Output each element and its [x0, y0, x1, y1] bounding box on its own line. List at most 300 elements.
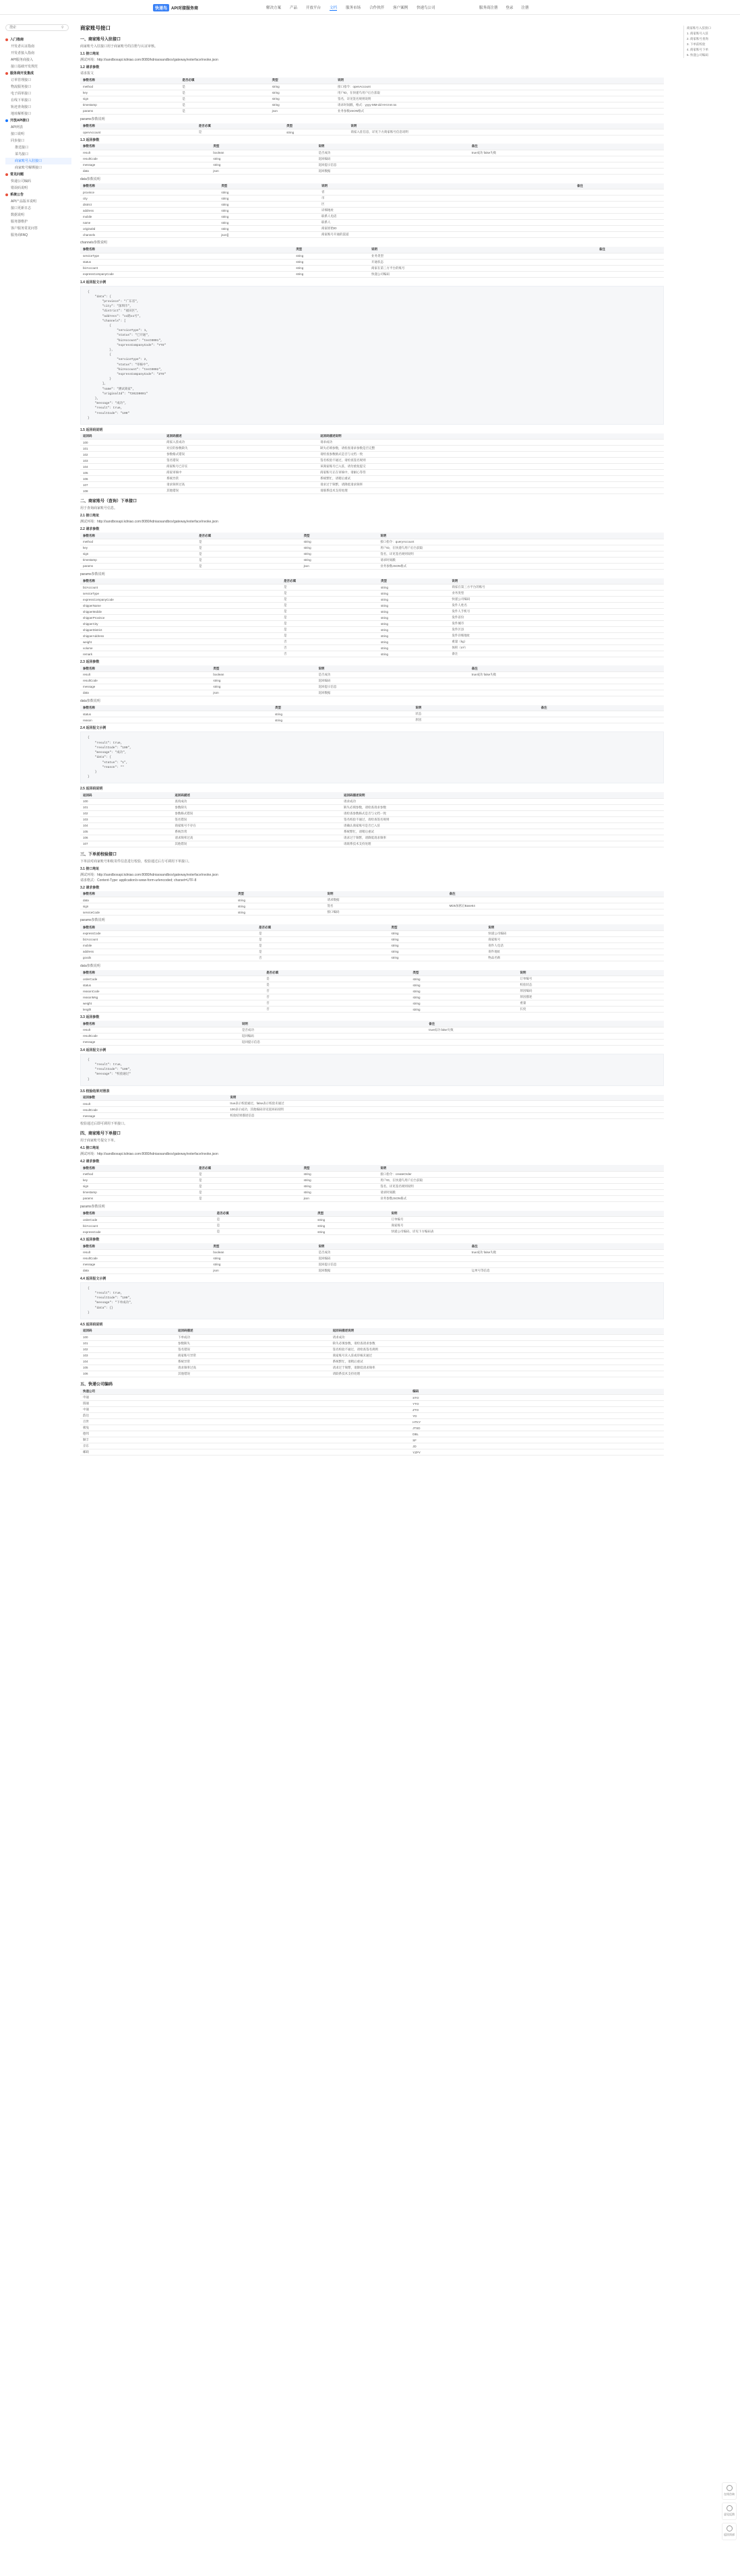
table-cell [538, 717, 664, 723]
sidebar-item-label: 订单管理接口 [11, 78, 32, 82]
table-header-cell: 是否必填 [264, 970, 410, 976]
table-cell: 原因 [412, 717, 538, 723]
sidebar-item-label: 入门指南 [10, 38, 24, 42]
table-cell: string [218, 220, 319, 226]
table-cell: 是 [196, 563, 301, 569]
table-cell [596, 259, 664, 265]
table-header-cell: 说明 [227, 1095, 664, 1101]
table-header-cell: 类型 [210, 144, 315, 150]
table-row [80, 108, 664, 114]
table-cell: 105 [80, 470, 164, 476]
table-row [80, 1340, 664, 1346]
table-cell: 是否成功 [315, 671, 468, 678]
sidebar-item[interactable] [5, 191, 71, 198]
sidebar-item[interactable] [5, 97, 71, 104]
table-cell: 返回提示信息 [315, 1261, 468, 1267]
table-cell: status [80, 711, 272, 717]
table-cell: 缺失必填参数，请检查请求参数 [330, 1340, 664, 1346]
table-row [80, 1267, 664, 1274]
table-cell: 106 [80, 476, 164, 482]
table-header-cell: 备注 [469, 665, 664, 671]
table-cell: result [80, 1027, 239, 1033]
subsection-heading: 1.4 返回报文示例 [80, 280, 106, 284]
toc-item[interactable]: 商家账号入驻接口 [683, 26, 740, 31]
table-cell: message [80, 1113, 227, 1119]
sidebar-item[interactable] [5, 232, 71, 239]
table-header-row [80, 78, 664, 84]
toc-item[interactable]: 5. 快递公司编码 [683, 53, 740, 58]
sidebar-item[interactable] [5, 36, 71, 43]
table-cell: 106 [80, 1371, 175, 1377]
toc-item[interactable]: 4. 商家账号下单 [683, 47, 740, 53]
table-cell: timestamp [80, 557, 196, 563]
sidebar-item[interactable] [5, 178, 71, 185]
table-row [80, 156, 664, 162]
table-cell: 是 [264, 982, 410, 988]
table-cell: 107 [80, 482, 164, 488]
table-header-cell: 说明 [412, 705, 538, 711]
table-cell: json [301, 563, 378, 569]
table-cell: 业务参数JSON格式 [377, 1195, 664, 1201]
table-row [80, 150, 664, 156]
table-cell: 是 [196, 551, 301, 557]
table-cell: string [378, 621, 449, 627]
paragraph: channels参数说明 [80, 241, 108, 245]
table-cell: string [301, 539, 378, 545]
floating-button[interactable] [722, 2503, 737, 2520]
table-cell: 是 [256, 942, 389, 949]
sidebar-item[interactable] [5, 131, 71, 138]
table-cell: string [218, 214, 319, 220]
sidebar-item[interactable] [5, 77, 71, 84]
table-cell: 是 [196, 1183, 301, 1189]
table-header-cell: 类型 [389, 924, 486, 930]
table-row [80, 259, 664, 265]
table-cell: 是 [281, 621, 378, 627]
table-header-cell: 类型 [272, 705, 412, 711]
table-row [80, 621, 664, 627]
table-cell: 签名错误 [172, 816, 341, 822]
table-cell: 商家账号开通的渠道 [319, 232, 574, 238]
paragraph: data参数说明 [80, 698, 100, 703]
nav-item[interactable]: 客户案例 [393, 6, 408, 10]
table-header-row [80, 970, 664, 976]
sidebar-item[interactable] [5, 205, 71, 212]
table-cell: string [270, 84, 335, 90]
table-cell: 返回编码 [315, 156, 468, 162]
table-cell: reasonCode [80, 988, 264, 994]
sidebar-item[interactable] [5, 124, 71, 131]
table-cell: 否 [281, 639, 378, 645]
table-cell: 发件人手机号 [449, 609, 664, 615]
bullet-icon [5, 38, 8, 41]
table-cell: data [80, 1267, 210, 1274]
table-cell: 否 [264, 1007, 410, 1013]
table-row [80, 545, 664, 551]
table-cell: string [301, 1177, 378, 1183]
table-cell: 系统异常 [175, 1358, 330, 1365]
nav-item[interactable]: 产品 [290, 6, 298, 10]
table-cell: 是 [264, 976, 410, 982]
table-cell: JD [410, 1443, 664, 1449]
table-row [80, 1334, 664, 1340]
table-header-cell: 类型 [210, 1243, 315, 1249]
table-header-cell: 说明 [485, 924, 664, 930]
table-cell: 寄件地址 [485, 949, 664, 955]
table-cell: 否 [256, 955, 389, 961]
table-row [80, 651, 664, 657]
table-cell: 发件详细地址 [449, 633, 664, 639]
table-cell: mobile [80, 214, 218, 220]
subsection-heading: 1.1 接口地址 [80, 52, 100, 56]
sidebar-item-label: API产品版本说明 [11, 200, 37, 204]
sidebar-item-label: 错误码说明 [11, 186, 28, 190]
toc-item[interactable]: 3. 下单前校验 [683, 42, 740, 47]
table-cell [447, 897, 664, 903]
table-header-row [80, 183, 664, 189]
table-row [80, 1113, 664, 1119]
table-header-cell: 是否必填 [214, 1211, 315, 1217]
table-cell: 是 [281, 615, 378, 621]
table-cell: 是 [179, 90, 269, 96]
paragraph: params参数说明 [80, 1204, 105, 1209]
table-cell: 是 [196, 545, 301, 551]
sidebar-item[interactable] [5, 104, 71, 111]
table-cell: 系统异常 [164, 476, 317, 482]
search-icon[interactable]: ⚲ [61, 26, 64, 30]
table-cell: name [80, 220, 218, 226]
table-cell: 其他错误 [175, 1371, 330, 1377]
table-header-cell: 类型 [284, 123, 348, 129]
table-row [80, 1000, 664, 1007]
table-row [80, 1195, 664, 1201]
table-row [80, 810, 664, 816]
table-header-cell: 返回码描述 [172, 792, 341, 798]
table-cell: 原因描述 [518, 994, 664, 1000]
sidebar-item[interactable] [5, 164, 71, 171]
table-cell: string [218, 226, 319, 232]
table-cell: 返回提示信息 [315, 162, 468, 168]
table-cell: 是否成功 [239, 1027, 426, 1033]
table-cell: json [301, 1195, 378, 1201]
table-cell: 返回提示信息 [315, 684, 468, 690]
table-header-cell: 参数名称 [80, 1021, 239, 1027]
sidebar-item[interactable] [5, 63, 71, 70]
table-cell: 101 [80, 446, 164, 452]
table-cell: 是 [179, 108, 269, 114]
table-row [80, 1371, 664, 1377]
table-cell: 是 [214, 1217, 315, 1223]
table-cell: 系统异常 [172, 829, 341, 835]
table-cell: 是 [179, 102, 269, 108]
table-row [80, 711, 664, 717]
table-cell [596, 265, 664, 271]
table-cell: 102 [80, 810, 172, 816]
table-row [80, 482, 664, 488]
table-cell: 业务类型 [449, 591, 664, 597]
table-header-cell: 说明 [377, 1165, 664, 1171]
table-header-cell: 返回码 [80, 792, 172, 798]
top-action-link[interactable]: 注册 [521, 6, 529, 10]
table-cell: string [378, 633, 449, 639]
sidebar-item-label: 服务器维护 [11, 220, 28, 224]
table-cell: 是 [281, 585, 378, 591]
table-header-row [80, 891, 664, 897]
table-cell: 商家账号已存在 [164, 464, 317, 470]
top-right-actions [479, 5, 529, 10]
top-action-link[interactable]: 服务商注册 [479, 6, 498, 10]
param-table [80, 247, 664, 278]
table-cell: string [410, 994, 518, 1000]
table-cell: 返回数据 [315, 1267, 468, 1274]
table-cell: string [210, 162, 315, 168]
table-cell [596, 271, 664, 277]
table-cell: 请求频率过高 [172, 835, 341, 841]
table-cell: 请联系技术支持处理 [330, 1371, 664, 1377]
table-cell: sign [80, 903, 235, 909]
table-header-cell: 返回码描述说明 [317, 433, 664, 440]
param-table [80, 144, 664, 175]
table-cell: 100 [80, 440, 164, 446]
table-cell: message [80, 1039, 239, 1045]
table-cell: serviceCode [80, 909, 235, 916]
table-header-cell: 类型 [218, 183, 319, 189]
sidebar-item[interactable] [5, 90, 71, 97]
table-row [80, 949, 664, 955]
table-cell: json[] [218, 232, 319, 238]
table-row [80, 841, 664, 847]
sidebar-item[interactable] [5, 84, 71, 90]
table-row [80, 591, 664, 597]
toc-item[interactable]: 2. 商家账号查询 [683, 36, 740, 42]
table-cell: 请联系技术支持处理 [317, 488, 664, 494]
table-cell: 中通 [80, 1407, 410, 1413]
table-cell: string [293, 259, 369, 265]
sidebar-item[interactable] [5, 185, 71, 191]
table-header-row [80, 1211, 664, 1217]
table-cell [426, 1033, 664, 1039]
table-cell: string [293, 265, 369, 271]
table-row [80, 1249, 664, 1255]
table-header-cell: 说明 [315, 1243, 468, 1249]
paragraph: 测试环境：http://sandboxapi.kdniao.com:8080/kdniaosandbox/gateway/exterfaceInvoke.json [80, 520, 218, 525]
floating-button-label: 意见反馈 [724, 2513, 735, 2516]
table-cell: string [218, 196, 319, 202]
table-cell: 请确认商家账号是否已入驻 [341, 822, 664, 829]
param-table [80, 970, 664, 1013]
sidebar-item[interactable] [5, 70, 71, 77]
table-cell: 请求时间戳 [377, 1189, 664, 1195]
sidebar-item[interactable] [5, 57, 71, 63]
table-header-cell: 返回码 [80, 433, 164, 440]
top-action-link[interactable]: 登录 [505, 6, 514, 10]
sidebar-item[interactable] [5, 158, 71, 164]
table-cell: key [80, 1177, 196, 1183]
table-cell: 用户ID，在快递鸟用户后台获取 [377, 1177, 664, 1183]
table-row [80, 470, 664, 476]
sidebar-item[interactable] [5, 171, 71, 178]
table-row [80, 1189, 664, 1195]
table-cell: true成功 false失败 [469, 150, 664, 156]
table-cell: 是 [281, 597, 378, 603]
table-cell: orderCode [80, 1217, 214, 1223]
table-cell: length [80, 1007, 264, 1013]
toc-item[interactable]: 1. 商家账号入驻 [683, 31, 740, 36]
table-header-cell: 参数名称 [80, 247, 293, 253]
sidebar-item[interactable] [5, 138, 71, 144]
table-cell: string [389, 930, 486, 936]
nav-item[interactable]: 解决方案 [266, 6, 282, 10]
table-row [80, 1171, 664, 1177]
sidebar-item[interactable] [5, 144, 71, 151]
floating-button[interactable] [722, 2482, 737, 2500]
sidebar-item[interactable] [5, 43, 71, 50]
sidebar-item[interactable] [5, 212, 71, 218]
sidebar-item-label: 电子面单接口 [11, 92, 32, 96]
table-row [80, 96, 664, 102]
table-cell [469, 1261, 664, 1267]
sidebar-item[interactable] [5, 218, 71, 225]
nav-item[interactable]: 服务市场 [346, 6, 361, 10]
table-cell: 缺失必填参数，请检查请求参数 [341, 804, 664, 810]
sidebar-item[interactable] [5, 111, 71, 117]
logo[interactable] [153, 4, 198, 11]
table-cell: expressCode [80, 1229, 214, 1235]
table-row [80, 265, 664, 271]
sidebar-item-label: API服务商接入 [11, 58, 34, 62]
table-cell: string [210, 678, 315, 684]
table-header-row [80, 123, 664, 129]
table-cell: 签名，详见签名规则说明 [335, 96, 664, 102]
table-cell: string [235, 897, 324, 903]
table-cell: 商家账号 [389, 1223, 664, 1229]
sidebar-item[interactable] [5, 151, 71, 158]
table-cell: 参数格式错误 [164, 452, 317, 458]
table-cell: 是 [214, 1229, 315, 1235]
table-cell: 业务参数JSON格式 [377, 563, 664, 569]
table-row [80, 1107, 664, 1113]
subsection-heading: 3.3 返回参数 [80, 1015, 100, 1020]
table-header-cell: 说明 [315, 665, 468, 671]
table-cell: 签名错误 [164, 458, 317, 464]
table-cell: 该商家账号已入驻，请勿重复提交 [317, 464, 664, 470]
sidebar-search-input[interactable] [5, 24, 69, 31]
sidebar-item-label: 地址解析接口 [11, 112, 32, 116]
table-header-row [80, 792, 664, 798]
table-row [80, 208, 664, 214]
table-cell: 运单号等信息 [469, 1267, 664, 1274]
table-header-cell: 返回参数 [80, 1095, 227, 1101]
table-header-cell: 说明 [369, 247, 596, 253]
table-cell: 是 [196, 1195, 301, 1201]
table-row [80, 1255, 664, 1261]
nav-item[interactable]: 开放平台 [306, 6, 321, 10]
table-cell: 签名 [325, 903, 447, 909]
table-cell: sign [80, 1183, 196, 1189]
table-cell: 商家入驻成功 [164, 440, 317, 446]
table-cell: resultCode [80, 1255, 210, 1261]
table-cell: 是 [281, 591, 378, 597]
table-row [80, 897, 664, 903]
doc-sections [80, 36, 664, 1456]
table-row [80, 1352, 664, 1358]
table-cell: 快递公司编码 [369, 271, 596, 277]
table-cell: 商家账号 [485, 936, 664, 942]
table-cell: string [378, 597, 449, 603]
table-cell: HTKY [410, 1419, 664, 1425]
table-cell: string [210, 156, 315, 162]
table-row [80, 1007, 664, 1013]
table-header-row [80, 665, 664, 671]
subsection-heading: 4.1 接口地址 [80, 1146, 100, 1151]
sidebar-item[interactable] [5, 117, 71, 124]
sidebar-item[interactable] [5, 225, 71, 232]
sidebar-item[interactable] [5, 50, 71, 57]
table-row [80, 1437, 664, 1443]
table-row [80, 1449, 664, 1456]
table-row [80, 1419, 664, 1425]
table-cell: string [301, 1171, 378, 1177]
table-cell: 否 [281, 645, 378, 651]
table-header-cell: 备注 [596, 247, 664, 253]
sidebar-item-label: 系统公告 [10, 193, 24, 197]
param-table [80, 578, 664, 658]
table-cell: string [272, 711, 412, 717]
table-header-row [80, 1328, 664, 1334]
table-row [80, 271, 664, 277]
table-row [80, 609, 664, 615]
paragraph: 校验通过后即可调用下单接口。 [80, 1122, 128, 1127]
table-row [80, 955, 664, 961]
sidebar-item-label: 商家账号入驻接口 [15, 159, 42, 163]
table-cell: weight [80, 639, 281, 645]
table-row [80, 936, 664, 942]
table-row [80, 1033, 664, 1039]
sidebar-item[interactable] [5, 198, 71, 205]
table-header-cell: 参数名称 [80, 578, 281, 585]
table-cell: 接口指令：openAccount [335, 84, 664, 90]
subsection-heading: 3.5 校验结果对照表 [80, 1089, 110, 1094]
table-cell: json [210, 1267, 315, 1274]
table-cell: address [80, 208, 218, 214]
table-row [80, 988, 664, 994]
table-cell: 业务类型 [369, 253, 596, 259]
table-header-cell: 参数名称 [80, 665, 210, 671]
table-cell: 102 [80, 1346, 175, 1352]
table-cell: 请求频率过高 [175, 1365, 330, 1371]
table-row [80, 440, 664, 446]
circle-icon [727, 2505, 733, 2511]
code-block: { "result": true, "resultCode": "100", "message": "下单成功", "data": {} } [80, 1282, 664, 1319]
table-header-cell: 类型 [378, 578, 449, 585]
table-row [80, 1407, 664, 1413]
table-cell: message [80, 162, 210, 168]
logo-mark: 快递鸟 [153, 4, 169, 11]
table-cell: 开通状态 [369, 259, 596, 265]
table-cell: 返回编码 [315, 1255, 468, 1261]
nav-item[interactable]: 合作伙伴 [369, 6, 385, 10]
sidebar-item-label: 客户服务常见问答 [11, 227, 38, 231]
table-header-cell: 是否必填 [256, 924, 389, 930]
paragraph: data参数说明 [80, 177, 100, 181]
paragraph: 测试环境：http://sandboxapi.kdniao.com:8080/kdniaosandbox/gateway/exterfaceInvoke.json [80, 58, 218, 62]
table-cell: 快递公司编码，详见下方编码表 [389, 1229, 664, 1235]
nav-item[interactable]: 快递鸟公司 [417, 6, 435, 10]
subsection-heading: 4.4 返回报文示例 [80, 1276, 106, 1281]
nav-item[interactable]: 文档 [330, 6, 338, 10]
table-row [80, 1425, 664, 1431]
floating-button[interactable] [722, 2523, 737, 2540]
